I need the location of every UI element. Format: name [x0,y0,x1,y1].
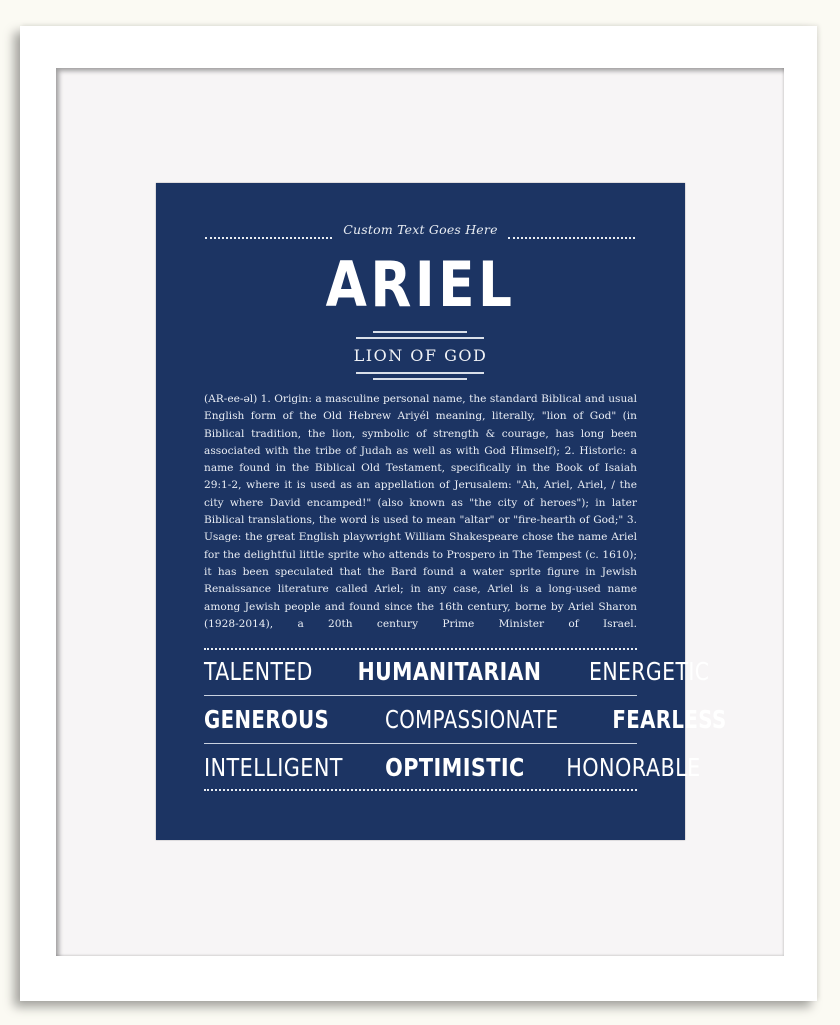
trait-word: HONORABLE [566,753,701,782]
meaning-rule-bottom-long [356,372,484,374]
dotted-divider-traits-bottom [204,789,637,791]
trait-word: GENEROUS [204,705,330,734]
trait-word: ENERGETIC [589,657,710,686]
name-meaning: LION OF GOD [353,346,488,365]
traits-row-divider [204,695,637,696]
trait-word: COMPASSIONATE [385,705,559,734]
trait-word: FEARLESS [612,705,727,734]
name-definition [204,391,637,633]
meaning-rule-top [373,331,467,333]
trait-word: HUMANITARIAN [357,657,542,686]
traits-row-3 [204,753,701,783]
traits-row-1 [204,657,710,687]
custom-text: Custom Text Goes Here [343,222,498,237]
trait-word: OPTIMISTIC [385,753,525,782]
definition-text: (AR-ee-əl) 1. Origin: a masculine personal name, the standard Biblical and usual English form of the Old Hebrew Ariyél meaning, literally, "lion of God" (in Biblical tradition, the lion, symbolic of strength & courage, has long been associated with the tribe of Judah as well as with God Himself); 2. Historic: a name found in the Biblical Old Testament, specifically in the Book of Isaiah 29:1-2, where it is used as an appellation of Jerusalem: "Ah, Ariel, Ariel, / the city where David encamped!" (also known as "the city of heroes"); in later Biblical translations, the word is used to mean "altar" or "fire-hearth of God;" 3. Usage: the great English playwright William Shakespeare chose the name Ariel for the delightful little sprite who attends to Prospero in The Tempest (c. 1610); it has been speculated that the Bard found a water sprite figure in Jewish Renaissance literature called Ariel; in any case, Ariel is a long-used name among Jewish people and found since the 16th century, borne by Ariel Sharon (1928-2014), a 20th century Prime Minister of Israel. [204,393,637,630]
meaning-rule-bottom [373,378,467,380]
traits-row-2 [204,705,727,735]
dotted-divider-left [205,237,332,239]
meaning-rule-top-long [356,337,484,339]
dotted-divider-right [508,237,635,239]
trait-word: INTELLIGENT [204,753,343,782]
name-title: ARIEL [325,248,516,321]
trait-word: TALENTED [204,657,313,686]
dotted-divider-traits-top [204,648,637,650]
traits-row-divider [204,743,637,744]
name-print [156,183,727,840]
